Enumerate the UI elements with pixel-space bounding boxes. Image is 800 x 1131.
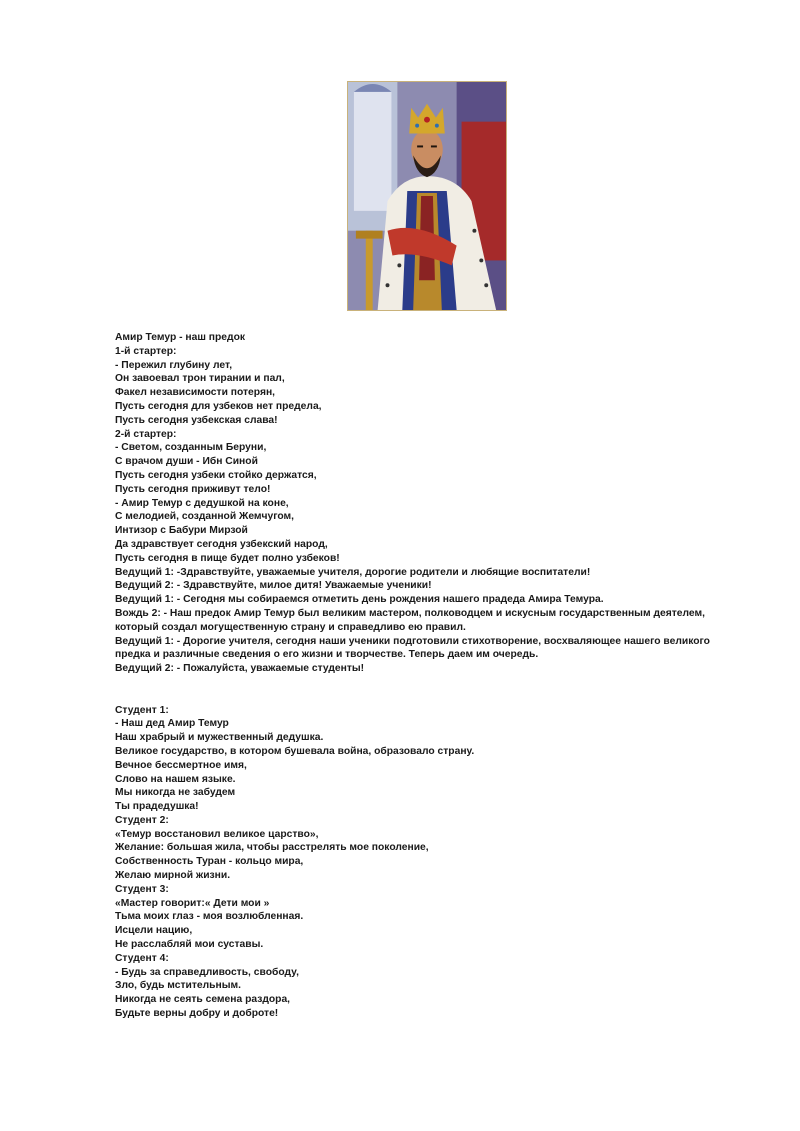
text-line: Пусть сегодня в пище будет полно узбеков!: [115, 552, 340, 564]
text-line: Ведущий 1: -Здравствуйте, уважаемые учителя, дорогие родители и любящие воспитатели!: [115, 566, 591, 578]
text-line: Ведущий 1: - Сегодня мы собираемся отметить день рождения нашего прадеда Амира Темура.: [115, 594, 604, 606]
document-text: [115, 331, 755, 1021]
text-line: Интизор с Бабури Мирзой: [115, 525, 248, 537]
text-line: - Будь за справедливость, свободу,: [115, 966, 299, 978]
text-line: Студент 4:: [115, 952, 169, 964]
text-line: Ведущий 1: - Дорогие учителя, сегодня наши ученики подготовили стихотворение, восхваляющее нашего великого: [115, 635, 710, 647]
text-line: 1-й стартер:: [115, 345, 177, 357]
students-section: [115, 704, 755, 1021]
text-line: Желаю мирной жизни.: [115, 870, 231, 882]
portrait-image: [347, 81, 507, 311]
text-line: Факел независимости потерян,: [115, 387, 276, 399]
text-line: Тьма моих глаз - моя возлюбленная.: [115, 911, 304, 923]
text-line: Амир Темур - наш предок: [115, 332, 246, 343]
text-line: - Светом, созданным Беруни,: [115, 442, 267, 454]
text-line: Ведущий 2: - Пожалуйста, уважаемые студенты!: [115, 663, 365, 675]
text-line: - Пережил глубину лет,: [115, 359, 233, 371]
text-line: Пусть сегодня узбеки стойко держатся,: [115, 469, 317, 481]
text-line: Наш храбрый и мужественный дедушка.: [115, 732, 324, 744]
text-line: С врачом души - Ибн Синой: [115, 456, 258, 468]
text-line: Собственность Туран - кольцо мира,: [115, 856, 304, 868]
section-spacer: [115, 676, 755, 690]
text-line: Слово на нашем языке.: [115, 773, 236, 785]
text-line: «Мастер говорит:« Дети мои »: [115, 897, 270, 909]
text-line: Студент 3:: [115, 883, 169, 895]
text-line: который создал могущественную страну и справедливо ею правил.: [115, 621, 466, 633]
text-line: Пусть сегодня для узбеков нет предела,: [115, 400, 322, 412]
text-line: - Амир Темур с дедушкой на коне,: [115, 497, 289, 509]
text-line: Вечное бессмертное имя,: [115, 759, 247, 771]
text-line: Желание: большая жила, чтобы расстрелять мое поколение,: [115, 842, 429, 854]
section-spacer: [115, 690, 755, 704]
text-line: Да здравствует сегодня узбекский народ,: [115, 538, 328, 550]
text-line: Будьте верны добру и доброте!: [115, 1008, 279, 1020]
amir-temur-portrait-icon: [348, 82, 506, 310]
text-line: Студент 2:: [115, 814, 169, 826]
text-line: «Темур восстановил великое царство»,: [115, 828, 319, 840]
text-line: Не расслабляй мои суставы.: [115, 939, 264, 951]
text-line: Он завоевал трон тирании и пал,: [115, 373, 285, 385]
text-line: Зло, будь мстительным.: [115, 980, 242, 992]
text-line: предка и различные сведения о его жизни и творчестве. Теперь даем им очередь.: [115, 649, 539, 661]
text-line: Ведущий 2: - Здравствуйте, милое дитя! Уважаемые ученики!: [115, 580, 432, 592]
text-line: Ты прадедушка!: [115, 801, 199, 813]
text-line: С мелодией, созданной Жемчугом,: [115, 511, 295, 523]
text-line: Пусть сегодня узбекская слава!: [115, 414, 278, 426]
text-line: Мы никогда не забудем: [115, 787, 236, 799]
text-line: Пусть сегодня приживут тело!: [115, 483, 271, 495]
intro-section: [115, 331, 755, 676]
text-line: Никогда не сеять семена раздора,: [115, 994, 291, 1006]
text-line: - Наш дед Амир Темур: [115, 718, 229, 730]
text-line: Великое государство, в котором бушевала война, образовало страну.: [115, 745, 475, 757]
text-line: Студент 1:: [115, 704, 169, 716]
text-line: 2-й стартер:: [115, 428, 177, 440]
text-line: Вождь 2: - Наш предок Амир Темур был великим мастером, полководцем и искусным государственным деятелем,: [115, 607, 705, 619]
text-line: Исцели нацию,: [115, 925, 193, 937]
